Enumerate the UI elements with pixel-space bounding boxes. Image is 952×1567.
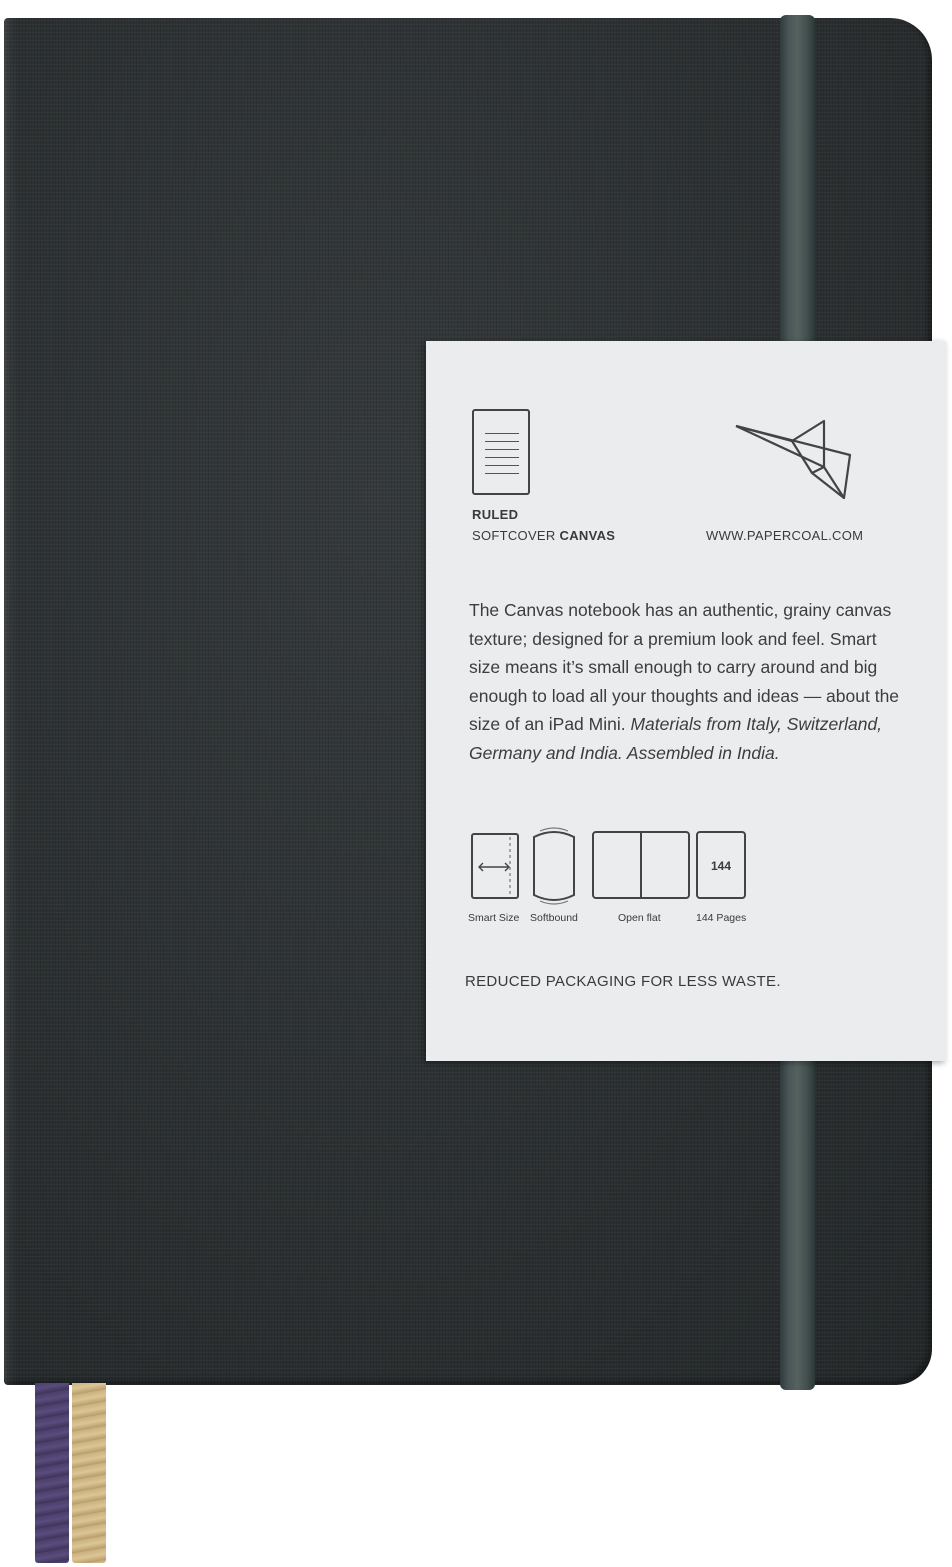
feature-label-pages: 144 Pages [696,912,747,924]
paper-type: RULED [472,507,519,522]
bookmark-ribbon-purple [35,1383,69,1563]
bookmark-ribbon-gold [72,1383,106,1563]
feature-label-open-flat: Open flat [618,912,661,924]
smart-size-icon [471,833,519,899]
feature-label-softbound: Softbound [530,912,578,924]
cover-prefix: SOFTCOVER [472,528,556,543]
cover-name: CANVAS [559,528,616,543]
product-label-card [426,341,946,1061]
feature-label-smart-size: Smart Size [468,912,520,924]
pages-count: 144 [710,859,732,873]
paper-plane-logo-icon [732,413,852,503]
description-text: The Canvas notebook has an authentic, grainy canvas texture; designed for a premium look and feel. Smart size means it’s small enough to carry around and big enough to load all your thoughts and ideas — about the size of an iPad Mini. [469,600,900,735]
ruled-page-icon [472,409,530,495]
materials-text: Materials from Italy, Switzerland, Germany and India. Assembled in India. [469,714,883,763]
product-description [469,596,909,768]
packaging-note: REDUCED PACKAGING FOR LESS WASTE. [465,973,781,990]
pages-icon [696,831,746,899]
softbound-icon [530,825,578,909]
open-flat-icon [592,831,690,899]
website-url: WWW.PAPERCOAL.COM [706,528,864,543]
cover-type [472,528,615,543]
spine-edge [4,18,18,1385]
